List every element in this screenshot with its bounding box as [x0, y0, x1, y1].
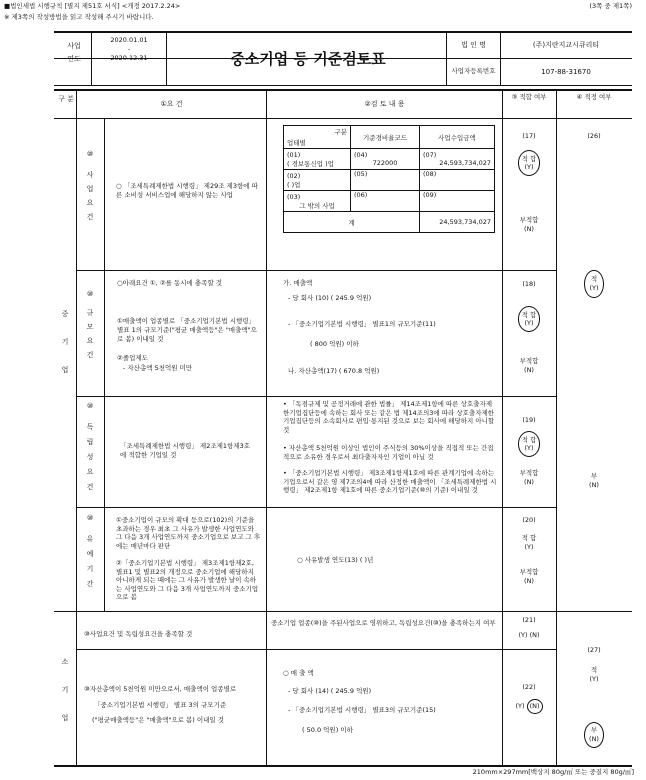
col-review: ②검 토 내 용 [364, 100, 405, 108]
small-r2-rev-limit: ( 50.0 억원) 이하 [302, 726, 353, 734]
small-r2-code: (22) [522, 683, 536, 691]
small-r2-yn[interactable]: (Y) (N) [503, 699, 555, 714]
row102-req-graduation: ②졸업제도 [117, 354, 148, 362]
row102-number: ⑩ [86, 290, 94, 298]
col4-small-unfit[interactable]: 부 (N) [557, 722, 631, 748]
row103-code: (19) [522, 416, 536, 424]
year-label: 사업 연도 [67, 42, 81, 63]
row103-requirement: 「조세특례제한법 시행령」 제2조제1항제3호에 적합한 기업일 것 [120, 442, 251, 459]
small-r1-requirement: ⑩사업요건 및 독립성요건을 충족할 것 [84, 630, 193, 638]
form-reference: ■법인세법 시행규칙 [별지 제51호 서식] <개정 2017.2.24> [4, 2, 181, 10]
small-r1-review: 중소기업 업종(⑩)을 주된사업으로 영위하고, 독립성요건(⑩)을 충족하는지 여부 [271, 619, 496, 627]
small-r1-code: (21) [522, 616, 536, 624]
row104-review: ○ 사유발생 연도(13) ( )년 [297, 556, 374, 564]
small-r2-req-2: 「중소기업기본법 시행령」 별표 3의 규모기준 [94, 701, 227, 709]
row104-fit[interactable]: 적 합 (Y) [521, 534, 537, 551]
row101-unfit[interactable]: 부적합 (N) [519, 216, 539, 233]
form-title: 중소기업 등 기준검토표 [230, 50, 386, 68]
row101-code: (17) [522, 132, 536, 140]
row102-unfit[interactable]: 부적합 (N) [519, 357, 539, 374]
row104-req-1: ①중소기업이 규모의 확대 등으로(102)의 기준을 초과하는 경우 최초 그 사유가 발생한 사업연도와 그 다음 3개 사업연도까지 중소기업으로 보고 그 후에는 매년마다 판단 [116, 516, 261, 550]
col-requirement: ①요 건 [160, 100, 183, 108]
col4-fit[interactable]: 적 (Y) [557, 270, 631, 298]
section-sme: 중 기 업 [61, 310, 69, 374]
period-dates: 2020.01.01 - 2020.12.31 [110, 36, 148, 62]
biz-no-label: 사업자등록번호 [451, 67, 496, 75]
row104-req-2: ②「중소기업기본법 시행령」 제3조제1항제2호, 별표1 및 별표2의 개정으로 중소기업에 해당하지 아니하게 되는 때에는 그 사유가 발생한 날이 속하는 사업연도와 그 다음 3개 사업연도까지 중소기업으로 봄 [116, 559, 259, 601]
small-r2-req-1: ⑩자산총액이 5천억원 미만으로서, 매출액이 업종별로 [84, 685, 237, 693]
row102-rev-company: - 당 회사 (10) ( 245.9 억원) [288, 294, 372, 302]
col-division: 구 분 [58, 95, 74, 103]
row101-label: 사업요건 [86, 171, 94, 221]
row102-code: (18) [522, 280, 536, 288]
row104-code: (20) [522, 516, 536, 524]
col4-code-27: (27) [587, 646, 601, 654]
row102-req-sales: ①매출액이 업종별로 「중소기업기본법 시행령」 별표 1의 규모기준("평균 매출액등"은 "매출액"으로 봄) 이내일 것 [117, 317, 257, 343]
row103-rev-1: • 「독점규제 및 공정거래에 관한 법률」 제14조제1항에 따른 상호출자제한기업집단등에 속하는 회사 또는 같은 법 제14조의3에 따라 상호출자제한기업집단등의 소속회사로 편입·통지된 것으로 보는 회사에 해당하지 아니할 것 [283, 400, 495, 434]
biz-no-value: 107-88-31670 [541, 68, 591, 76]
small-r2-rev-sales: ○ 매 출 액 [283, 669, 314, 677]
row102-req-assets: - 자산총액 5천억원 미만 [123, 364, 193, 372]
instruction-note: ※ 제3쪽의 작성방법을 읽고 작성해 주시기 바랍니다. [4, 13, 154, 21]
row103-number: ⑩ [86, 402, 94, 410]
col4-unfit[interactable]: 부 (N) [589, 472, 599, 489]
row102-req-main: ○아래요건 ①, ②를 동시에 충족할 것 [117, 279, 223, 287]
row101-requirement: ○ 「조세특례제한법 시행령」 제29조 제3항에 따른 소비성 서비스업에 해당하지 않는 사업 [116, 182, 258, 199]
corp-name-label: 법 인 명 [461, 41, 486, 49]
small-r2-rev-company: - 당 회사 (14) ( 245.9 억원) [288, 687, 372, 695]
row104-label: 유예기간 [86, 535, 94, 588]
row101-fit[interactable]: 적 합 (Y) [503, 150, 555, 176]
col4-code-26: (26) [587, 132, 601, 140]
paper-spec: 210mm×297mm[백상지 80g/㎡ 또는 중질지 80g/㎡] [472, 768, 634, 776]
row104-number: ⑩ [86, 514, 94, 522]
row102-rev-sales: 가. 매출액 [283, 279, 313, 287]
row103-label: 독립성요건 [86, 423, 94, 491]
col-fit3: ③ 적합 여부 [511, 93, 547, 101]
col-fit4: ④ 적정 여부 [576, 93, 612, 101]
section-small: 소 기 업 [61, 658, 69, 722]
small-r1-yn[interactable]: (Y) (N) [518, 631, 540, 639]
page-indicator: (3쪽 중 제1쪽) [589, 2, 632, 10]
row101-number: ⑩ [86, 150, 94, 158]
small-r2-req-3: ("평균매출액등"은 "매출액"으로 봄) 이내일 것 [92, 716, 225, 724]
business-type-table: 구분 업태별 기준경비율코드 사업수입금액 (01) ( 경보통신업 )업 (04) 722000 (07) 24,593,734,027 (02) ( )업 (05) (08) (03) 그 밖의 사업 (06) (09) 계 24,593,734,027 [283, 125, 495, 233]
row103-fit[interactable]: 적 합 (Y) [503, 431, 555, 457]
row103-rev-3: • 「중소기업기본법 시행령」 제3조제1항제1호에 따른 관계기업에 속하는 기업으로서 같은 영 제7조의4에 따라 산정한 매출액이 「조세특례제한법 시행령」 제2조제1항 제1호에 따른 중소기업기준(⑩의 기준) 이내일 것 [283, 469, 497, 494]
row102-rev-limit: ( 800 억원) 이하 [310, 340, 359, 348]
row102-fit[interactable]: 적 합 (Y) [503, 306, 555, 332]
row103-rev-2: • 자산총액 5천억원 이상인 법인이 주식등의 30%이상을 직접적 또는 간접적으로 소유한 경우로서 최다출자자인 기업이 아닐 것 [283, 444, 494, 461]
col4-small-fit[interactable]: 적 (Y) [589, 666, 599, 683]
row103-unfit[interactable]: 부적합 (N) [519, 469, 539, 486]
corp-name-value: (주)지란지교시큐리티 [532, 41, 600, 49]
row104-unfit[interactable]: 부적합 (N) [519, 568, 539, 585]
small-r2-rev-standard: - 「중소기업기본법 시행령」 별표3의 규모기준(15) [288, 706, 436, 714]
row102-rev-standard: - 「중소기업기본법 시행령」 별표1의 규모기준(11) [288, 320, 436, 328]
row102-label: 규모요건 [86, 309, 94, 359]
row102-rev-assets: 나. 자산총액(17) ( 670.8 억원) [288, 367, 380, 375]
